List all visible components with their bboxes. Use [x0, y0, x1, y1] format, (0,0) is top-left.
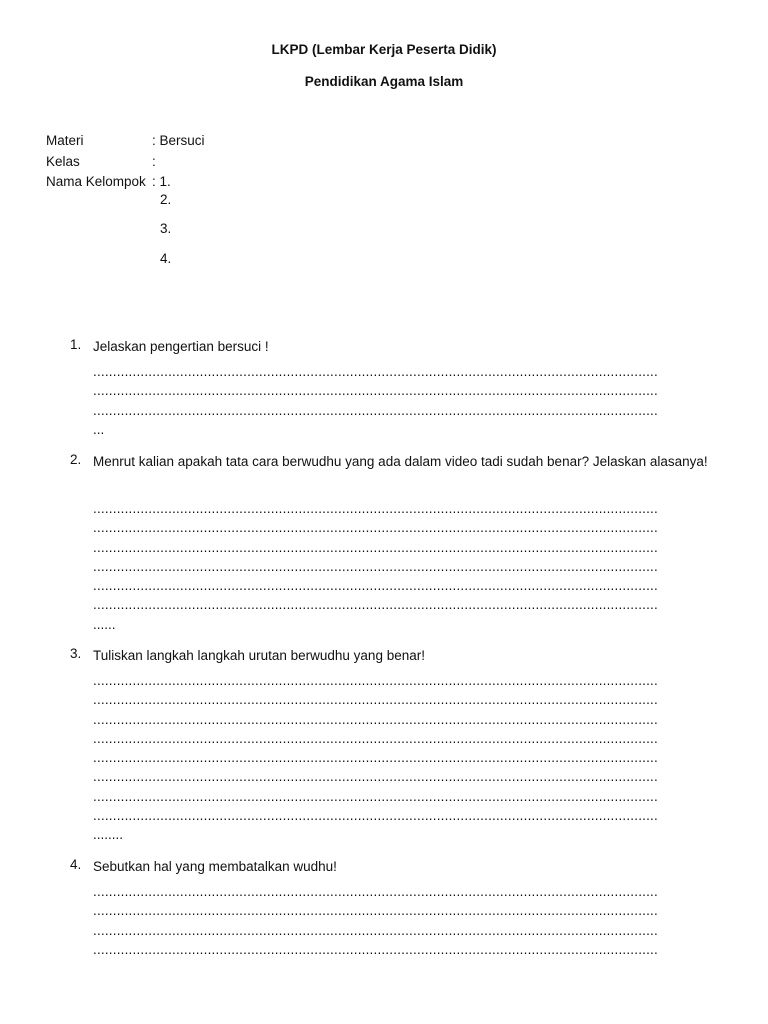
answer-line: ...............................................................................................................................................	[93, 730, 658, 746]
answer-line: ...............................................................................................................................................	[93, 711, 658, 727]
member-item: 3.	[160, 221, 172, 236]
answer-line-tail: ........	[93, 827, 124, 843]
answer-line: ...............................................................................................................................................	[93, 769, 658, 785]
answer-line: ...............................................................................................................................................	[93, 364, 658, 379]
answer-area[interactable]	[93, 882, 718, 959]
page-subtitle: Pendidikan Agama Islam	[304, 74, 464, 89]
answer-line-tail: ......	[93, 616, 116, 632]
question-text: Sebutkan hal yang membatalkan wudhu!	[93, 859, 337, 874]
answer-area[interactable]	[93, 499, 718, 634]
kelas-value: :	[152, 153, 156, 169]
question-number: 3.	[70, 646, 82, 661]
materi-value: : Bersuci	[152, 133, 205, 148]
answer-line: ...............................................................................................................................................	[93, 578, 658, 594]
materi-label: Materi	[46, 133, 84, 148]
answer-line: ...............................................................................................................................................	[93, 884, 658, 899]
question-text: Menrut kalian apakah tata cara berwudhu yang ada dalam video tadi sudah benar? Jelaskan alasanya!	[93, 454, 708, 469]
answer-line: ...............................................................................................................................................	[93, 383, 658, 399]
page-title: LKPD (Lembar Kerja Peserta Didik)	[271, 42, 497, 57]
question-number: 4.	[70, 857, 82, 872]
answer-line: ...............................................................................................................................................	[93, 922, 658, 938]
member-item: 4.	[160, 251, 172, 266]
answer-line: ...............................................................................................................................................	[93, 808, 658, 824]
answer-line: ...............................................................................................................................................	[93, 692, 658, 708]
member-item: 2.	[160, 192, 172, 207]
question-text: Jelaskan pengertian bersuci !	[93, 339, 269, 354]
answer-line: ...............................................................................................................................................	[93, 520, 658, 536]
answer-line: ...............................................................................................................................................	[93, 558, 658, 574]
answer-line: ...............................................................................................................................................	[93, 941, 658, 957]
answer-area[interactable]	[93, 362, 718, 439]
question-number: 2.	[70, 452, 82, 467]
answer-line-tail: ...	[93, 421, 105, 437]
kelompok-label: Nama Kelompok	[46, 174, 146, 189]
answer-line: ...............................................................................................................................................	[93, 750, 658, 766]
answer-line: ...............................................................................................................................................	[93, 673, 658, 688]
answer-line: ...............................................................................................................................................	[93, 903, 658, 919]
question-number: 1.	[70, 337, 82, 352]
kelompok-value: : 1.	[152, 174, 171, 189]
answer-line: ...............................................................................................................................................	[93, 402, 658, 418]
answer-area[interactable]	[93, 671, 718, 845]
answer-line: ...............................................................................................................................................	[93, 539, 658, 555]
question-text: Tuliskan langkah langkah urutan berwudhu yang benar!	[93, 648, 425, 663]
answer-line: ...............................................................................................................................................	[93, 788, 658, 804]
answer-line: ...............................................................................................................................................	[93, 597, 658, 613]
kelas-label: Kelas	[46, 153, 80, 169]
answer-line: ...............................................................................................................................................	[93, 501, 658, 516]
